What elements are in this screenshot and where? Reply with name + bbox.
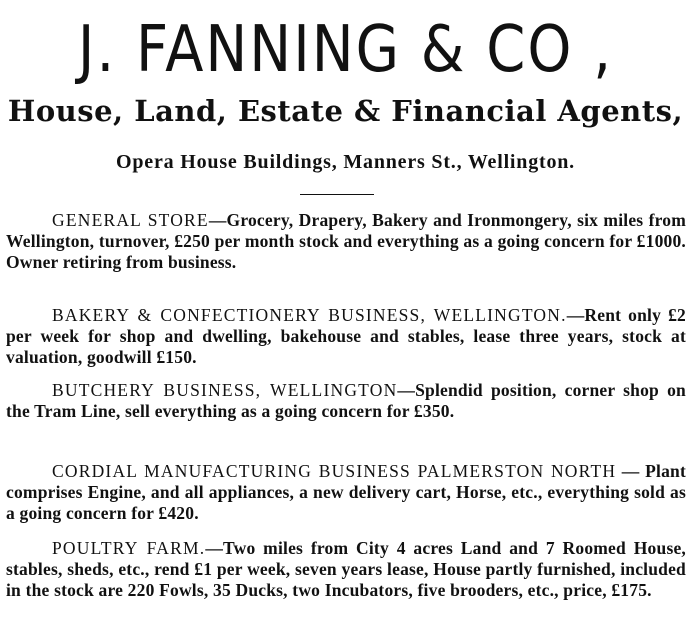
- listing-bakery: [6, 305, 686, 368]
- listing-title: GENERAL STORE: [52, 210, 209, 230]
- listing-title: BUTCHERY BUSINESS, WELLINGTON: [52, 380, 398, 400]
- listing-details: — Plant comprises Engine, and all appliances, a new delivery cart, Horse, etc., everything sold as a going concern for £420.: [6, 461, 686, 523]
- listing-details: —Rent only £2 per week for shop and dwelling, bakehouse and stables, lease three years, stock at valuation, goodwill £150.: [6, 305, 686, 367]
- firm-name: J. FANNING & CO ,: [77, 12, 614, 88]
- address: Opera House Buildings, Manners St., Wellington.: [116, 151, 575, 173]
- listing-butchery: [6, 380, 686, 422]
- listing-poultry-farm: [6, 538, 686, 601]
- listing-details: —Two miles from City 4 acres Land and 7 Roomed House, stables, sheds, etc., rend £1 per week, seven years lease, House partly furnished, included in the stock are 220 Fowls, 35 Ducks, two Incubators, five brooders, etc., price, £175.: [6, 538, 686, 600]
- listing-title: BAKERY & CONFECTIONERY BUSINESS, WELLINGTON.: [52, 305, 567, 325]
- listing-details: —Splendid position, corner shop on the Tram Line, sell everything as a going concern for £350.: [6, 380, 686, 421]
- divider-rule: [300, 194, 374, 195]
- listing-cordial: [6, 461, 686, 524]
- listing-general-store: [6, 210, 686, 273]
- listing-title: CORDIAL MANUFACTURING BUSINESS PALMERSTON NORTH: [52, 461, 617, 481]
- listing-title: POULTRY FARM.: [52, 538, 206, 558]
- listing-details: —Grocery, Drapery, Bakery and Ironmongery, six miles from Wellington, turnover, £250 per month stock and everything as a going concern for £1000. Owner retiring from business.: [6, 210, 686, 272]
- tagline: House, Land, Estate & Financial Agents,: [7, 94, 684, 128]
